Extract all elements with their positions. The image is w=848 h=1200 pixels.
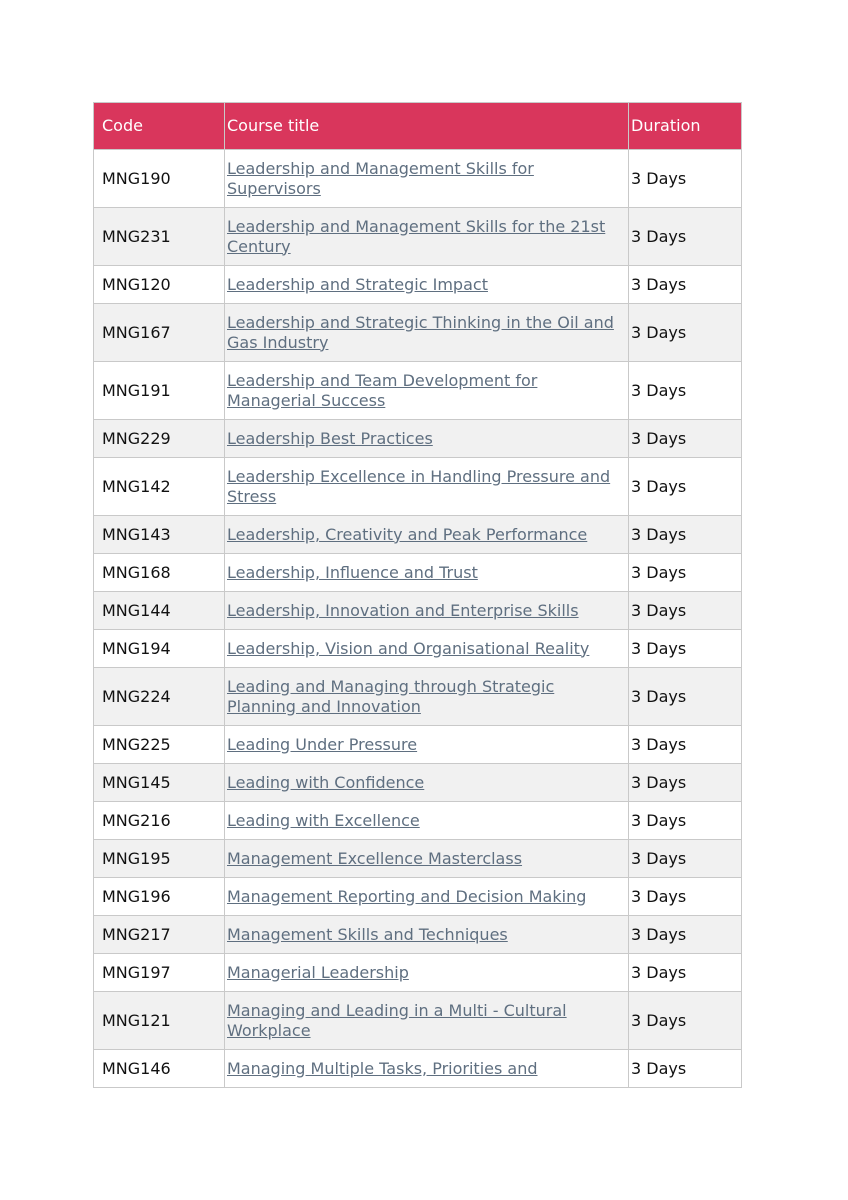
course-duration-cell: 3 Days [629, 764, 742, 802]
course-code-cell: MNG194 [94, 630, 225, 668]
table-header [94, 103, 742, 150]
course-duration-cell: 3 Days [629, 992, 742, 1050]
course-title-cell [225, 802, 629, 840]
course-duration-cell: 3 Days [629, 1050, 742, 1088]
course-code-cell: MNG143 [94, 516, 225, 554]
course-title-link[interactable]: Leadership Excellence in Handling Pressure and Stress [227, 466, 611, 506]
course-title-link[interactable]: Leadership, Creativity and Peak Performance [227, 524, 588, 544]
course-code-cell: MNG120 [94, 266, 225, 304]
table-row [94, 668, 742, 726]
course-code-cell: MNG146 [94, 1050, 225, 1088]
header-code: Code [94, 103, 225, 150]
table-row [94, 592, 742, 630]
course-title-cell [225, 916, 629, 954]
course-code-cell: MNG229 [94, 420, 225, 458]
course-title-link[interactable]: Leadership, Influence and Trust [227, 562, 478, 582]
course-title-link[interactable]: Leading and Managing through Strategic Planning and Innovation [227, 676, 555, 716]
course-title-link[interactable]: Leadership, Vision and Organisational Reality [227, 638, 590, 658]
course-title-link[interactable]: Leading with Excellence [227, 810, 420, 830]
course-title-link[interactable]: Leading with Confidence [227, 772, 425, 792]
header-row [94, 103, 742, 150]
header-course-title: Course title [225, 103, 629, 150]
table-row [94, 916, 742, 954]
table-row [94, 630, 742, 668]
course-code-cell: MNG195 [94, 840, 225, 878]
course-duration-cell: 3 Days [629, 266, 742, 304]
course-code-cell: MNG217 [94, 916, 225, 954]
table-row [94, 954, 742, 992]
course-code-cell: MNG196 [94, 878, 225, 916]
course-title-cell [225, 304, 629, 362]
course-title-cell [225, 266, 629, 304]
course-title-link[interactable]: Leadership and Strategic Thinking in the Oil and Gas Industry [227, 312, 614, 352]
course-title-cell [225, 992, 629, 1050]
course-title-cell [225, 516, 629, 554]
course-code-cell: MNG167 [94, 304, 225, 362]
course-title-link[interactable]: Leading Under Pressure [227, 734, 418, 754]
course-title-link[interactable]: Leadership and Strategic Impact [227, 274, 488, 294]
course-title-link[interactable]: Leadership and Management Skills for Supervisors [227, 158, 534, 198]
course-code-cell: MNG142 [94, 458, 225, 516]
course-duration-cell: 3 Days [629, 878, 742, 916]
table-row [94, 208, 742, 266]
course-code-cell: MNG197 [94, 954, 225, 992]
course-duration-cell: 3 Days [629, 668, 742, 726]
course-duration-cell: 3 Days [629, 458, 742, 516]
course-duration-cell: 3 Days [629, 954, 742, 992]
course-duration-cell: 3 Days [629, 630, 742, 668]
course-title-cell [225, 362, 629, 420]
course-title-link[interactable]: Leadership and Team Development for Managerial Success [227, 370, 538, 410]
course-code-cell: MNG231 [94, 208, 225, 266]
course-duration-cell: 3 Days [629, 802, 742, 840]
table-row [94, 878, 742, 916]
course-code-cell: MNG190 [94, 150, 225, 208]
course-code-cell: MNG145 [94, 764, 225, 802]
course-title-link[interactable]: Managerial Leadership [227, 962, 409, 982]
table-row [94, 726, 742, 764]
course-code-cell: MNG216 [94, 802, 225, 840]
table-row [94, 802, 742, 840]
course-duration-cell: 3 Days [629, 554, 742, 592]
course-code-cell: MNG191 [94, 362, 225, 420]
course-title-link[interactable]: Leadership Best Practices [227, 428, 433, 448]
course-title-link[interactable]: Managing and Leading in a Multi - Cultural Workplace [227, 1000, 567, 1040]
table-row [94, 840, 742, 878]
course-code-cell: MNG121 [94, 992, 225, 1050]
course-title-cell [225, 592, 629, 630]
table-row [94, 554, 742, 592]
table-row [94, 362, 742, 420]
header-duration: Duration [629, 103, 742, 150]
course-title-cell [225, 554, 629, 592]
table-row [94, 516, 742, 554]
course-duration-cell: 3 Days [629, 592, 742, 630]
course-title-cell [225, 764, 629, 802]
table-row [94, 458, 742, 516]
course-duration-cell: 3 Days [629, 516, 742, 554]
course-code-cell: MNG224 [94, 668, 225, 726]
course-duration-cell: 3 Days [629, 840, 742, 878]
course-title-link[interactable]: Management Reporting and Decision Making [227, 886, 587, 906]
table-row [94, 1050, 742, 1088]
course-title-cell [225, 726, 629, 764]
table-row [94, 764, 742, 802]
course-duration-cell: 3 Days [629, 304, 742, 362]
course-title-link[interactable]: Leadership, Innovation and Enterprise Skills [227, 600, 579, 620]
table-row [94, 266, 742, 304]
course-title-cell [225, 840, 629, 878]
course-title-cell [225, 630, 629, 668]
course-title-cell [225, 954, 629, 992]
course-table [93, 102, 742, 1088]
course-title-cell [225, 878, 629, 916]
table-body [94, 150, 742, 1088]
course-duration-cell: 3 Days [629, 362, 742, 420]
course-duration-cell: 3 Days [629, 916, 742, 954]
course-title-cell [225, 208, 629, 266]
course-title-link[interactable]: Leadership and Management Skills for the 21st Century [227, 216, 606, 256]
course-title-cell [225, 420, 629, 458]
course-duration-cell: 3 Days [629, 420, 742, 458]
course-title-cell [225, 668, 629, 726]
course-title-cell [225, 458, 629, 516]
table-row [94, 150, 742, 208]
course-title-cell [225, 150, 629, 208]
table-row [94, 304, 742, 362]
course-code-cell: MNG225 [94, 726, 225, 764]
course-duration-cell: 3 Days [629, 150, 742, 208]
course-duration-cell: 3 Days [629, 726, 742, 764]
table-row [94, 420, 742, 458]
course-title-link[interactable]: Managing Multiple Tasks, Priorities and [227, 1058, 538, 1078]
course-title-link[interactable]: Management Skills and Techniques [227, 924, 508, 944]
course-title-link[interactable]: Management Excellence Masterclass [227, 848, 523, 868]
course-code-cell: MNG168 [94, 554, 225, 592]
course-title-cell [225, 1050, 629, 1088]
course-code-cell: MNG144 [94, 592, 225, 630]
table-row [94, 992, 742, 1050]
course-duration-cell: 3 Days [629, 208, 742, 266]
